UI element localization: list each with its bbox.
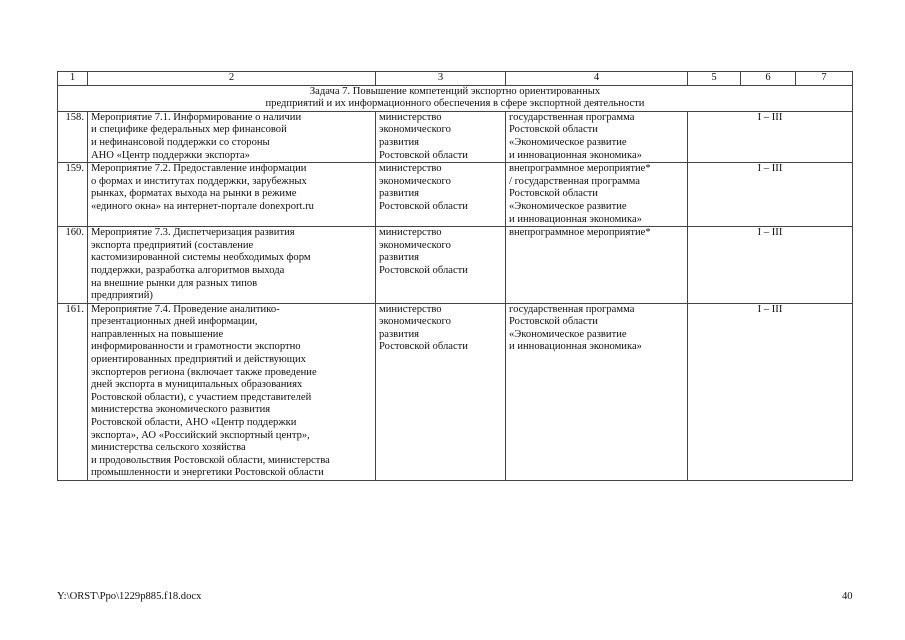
table-row <box>58 227 853 304</box>
column-number: 2 <box>88 72 376 86</box>
column-number: 4 <box>506 72 688 86</box>
activity-cell: Мероприятие 7.1. Информирование о наличии и специфике федеральных мер финансовой и нефинансовой поддержки со стороны АНО «Центр поддержки экспорта» <box>88 111 376 162</box>
file-path: Y:\ORST\Ppo\1229p885.f18.docx <box>57 591 202 602</box>
period-cell: I – III <box>688 227 853 304</box>
activity-cell: Мероприятие 7.4. Проведение аналитико- презентационных дней информации, направленных на повышение информированности и грамотности экспортно ориентированных предприятий и действующих экспортеров региона (включает также проведение дней экспорта в муниципальных образованиях Ростовской области), с участием представителей министерства экономического развития Ростовской области, АНО «Центр поддержки экспорта», АО «Российский экспортный центр», министерства сельского хозяйства и продовольствия Ростовской области, министерства промышленности и энергетики Ростовской области <box>88 303 376 480</box>
executor-cell: министерство экономического развития Ростовской области <box>376 303 506 480</box>
row-number: 158. <box>58 111 88 162</box>
page-number: 40 <box>842 591 853 602</box>
row-number: 161. <box>58 303 88 480</box>
executor-cell: министерство экономического развития Ростовской области <box>376 227 506 304</box>
period-cell: I – III <box>688 163 853 227</box>
table-row <box>58 303 853 480</box>
program-cell: внепрограммное мероприятие* <box>506 227 688 304</box>
column-number: 5 <box>688 72 741 86</box>
program-cell: государственная программа Ростовской области «Экономическое развитие и инновационная экономика» <box>506 111 688 162</box>
activities-table <box>57 71 853 481</box>
column-number: 1 <box>58 72 88 86</box>
task-row <box>58 85 853 111</box>
program-cell: внепрограммное мероприятие* / государственная программа Ростовской области «Экономическое развитие и инновационная экономика» <box>506 163 688 227</box>
row-number: 160. <box>58 227 88 304</box>
executor-cell: министерство экономического развития Ростовской области <box>376 111 506 162</box>
column-number: 6 <box>741 72 796 86</box>
executor-cell: министерство экономического развития Ростовской области <box>376 163 506 227</box>
column-number: 3 <box>376 72 506 86</box>
activity-cell: Мероприятие 7.3. Диспетчеризация развития экспорта предприятий (составление кастомизированной системы необходимых форм поддержки, разработка алгоритмов выхода на внешние рынки для разных типов предприятий) <box>88 227 376 304</box>
column-number-row <box>58 72 853 86</box>
table-row <box>58 163 853 227</box>
row-number: 159. <box>58 163 88 227</box>
activity-cell: Мероприятие 7.2. Предоставление информации о формах и институтах поддержки, зарубежных рынках, форматах выхода на рынки в режиме «единого окна» на интернет-портале donexport.ru <box>88 163 376 227</box>
column-number: 7 <box>796 72 853 86</box>
program-cell: государственная программа Ростовской области «Экономическое развитие и инновационная экономика» <box>506 303 688 480</box>
period-cell: I – III <box>688 303 853 480</box>
table-row <box>58 111 853 162</box>
task-title: Задача 7. Повышение компетенций экспортно ориентированных предприятий и их информационного обеспечения в сфере экспортной деятельности <box>58 85 853 111</box>
period-cell: I – III <box>688 111 853 162</box>
